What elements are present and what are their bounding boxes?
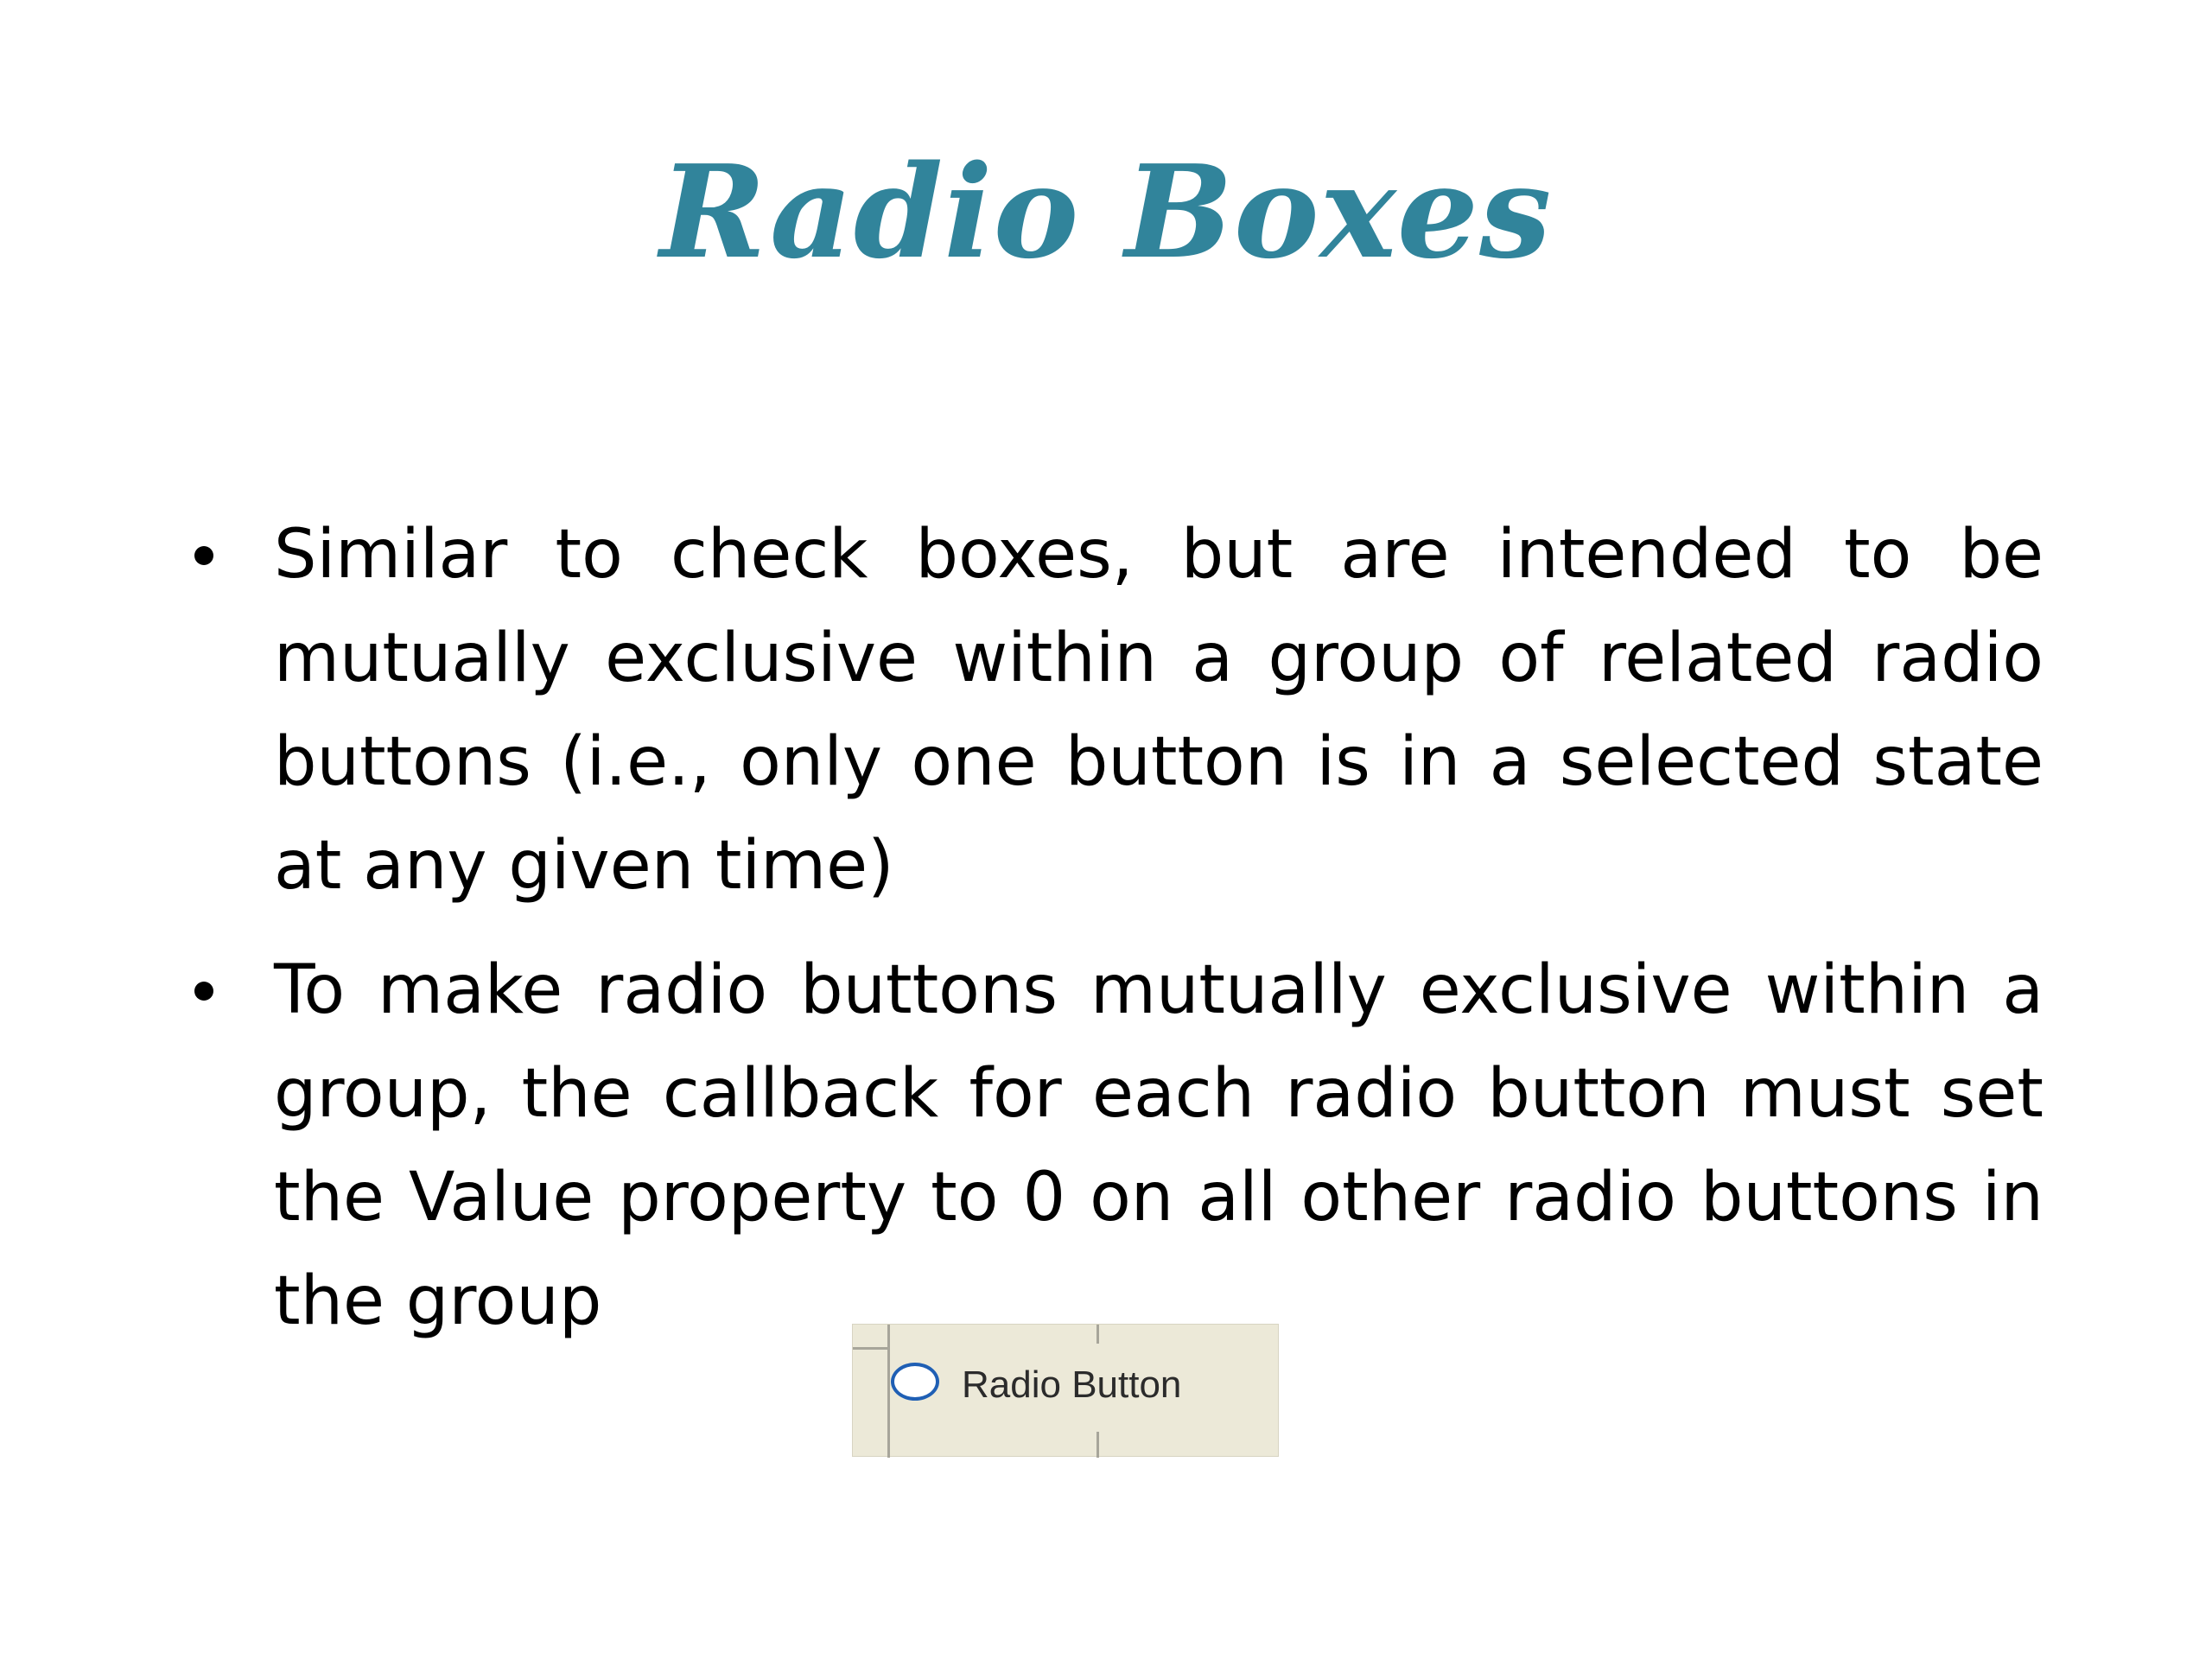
bullet-text: To make radio buttons mutually exclusive within a group, the callback for each radio button must set the Value property to 0 on all other radio buttons in the group <box>274 951 2044 1340</box>
bullet-dot-icon <box>194 982 213 1001</box>
bullet-list <box>186 503 2044 1374</box>
guide-line <box>853 1347 889 1350</box>
bullet-item <box>186 503 2044 918</box>
slide-title: Radio Boxes <box>659 137 1553 287</box>
guide-line <box>1096 1325 1099 1344</box>
bullet-dot-icon <box>194 546 213 565</box>
guide-line <box>1096 1432 1099 1458</box>
radio-button-label[interactable]: Radio Button <box>962 1363 1182 1406</box>
guide-line <box>887 1325 890 1458</box>
radio-circle-icon[interactable] <box>891 1363 939 1401</box>
bullet-text: Similar to check boxes, but are intended to be mutually exclusive within a group of related radio buttons (i.e., only one button is in a selected state at any given time) <box>274 516 2044 905</box>
bullet-item <box>186 938 2044 1353</box>
radio-button-example <box>852 1324 1279 1457</box>
